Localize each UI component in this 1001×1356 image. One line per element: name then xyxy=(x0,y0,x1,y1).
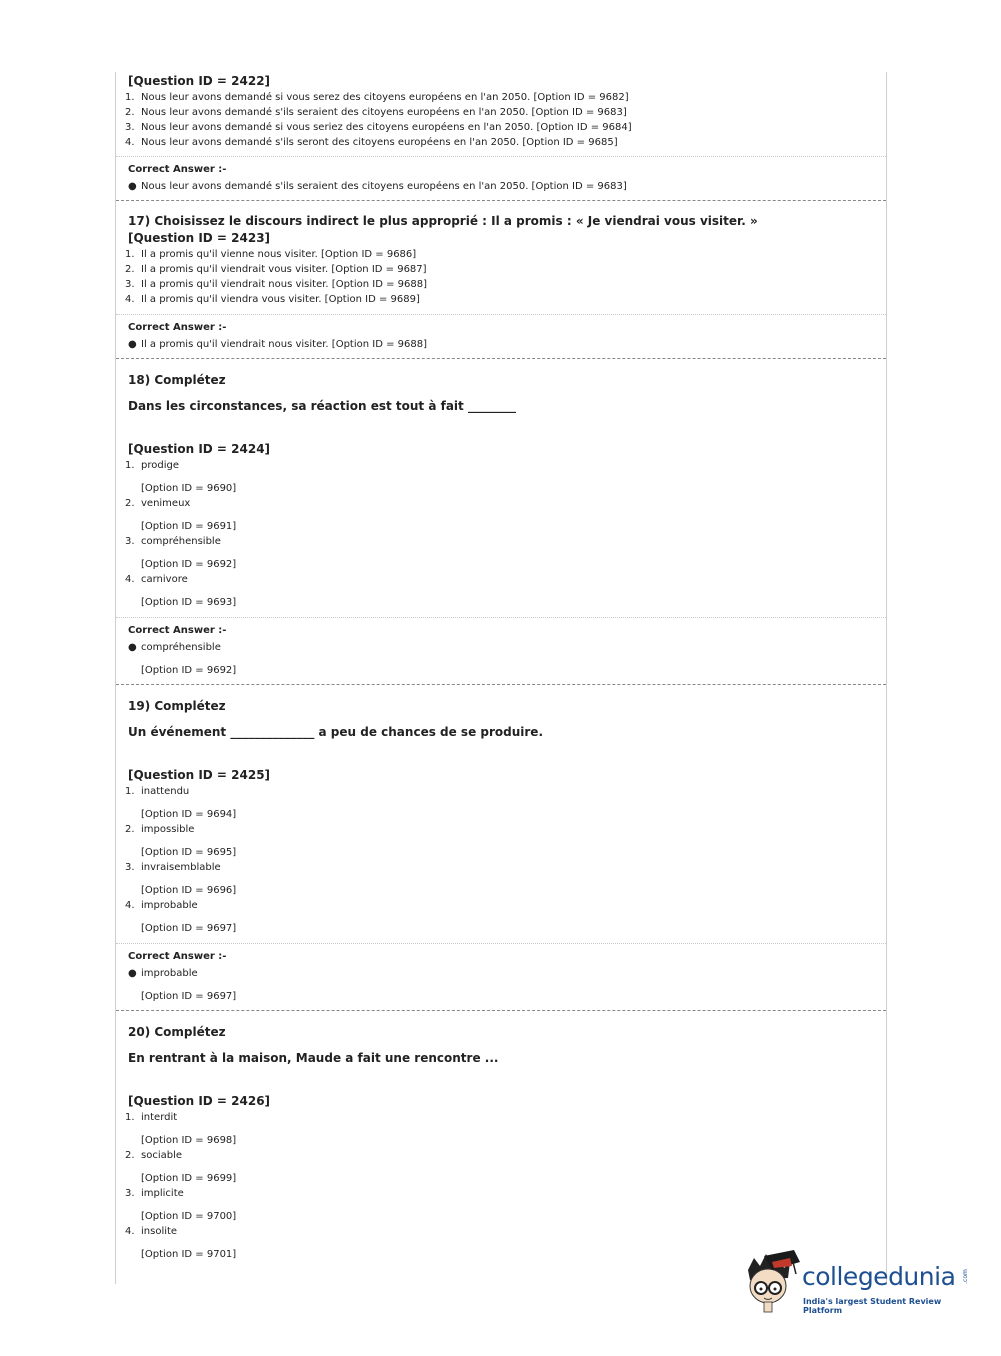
correct-answer: ● compréhensible xyxy=(128,642,221,653)
option-id: [Option ID = 9701] xyxy=(141,1249,237,1260)
correct-answer-label: Correct Answer :- xyxy=(128,322,227,333)
option: 3. Il a promis qu'il viendrait nous visiter. [Option ID = 9688] xyxy=(125,279,427,290)
option: 3. Nous leur avons demandé si vous seriez des citoyens européens en l'an 2050. [Option ID = 9684] xyxy=(125,122,632,133)
correct-answer-label: Correct Answer :- xyxy=(128,951,227,962)
collegedunia-logo xyxy=(742,1248,972,1318)
correct-answer-19 xyxy=(116,944,886,1010)
correct-answer: ● Nous leur avons demandé s'ils seraient des citoyens européens en l'an 2050. [Option ID = 9683] xyxy=(128,181,627,192)
correct-option-id: [Option ID = 9697] xyxy=(141,991,237,1002)
exam-page xyxy=(115,72,887,1284)
correct-answer: ● Il a promis qu'il viendrait nous visiter. [Option ID = 9688] xyxy=(128,339,427,350)
option: 2. Il a promis qu'il viendrait vous visiter. [Option ID = 9687] xyxy=(125,264,427,275)
option: 2. impossible xyxy=(125,824,195,835)
option: 4. improbable xyxy=(125,900,198,911)
correct-option-id: [Option ID = 9692] xyxy=(141,665,237,676)
logo-suffix: .com xyxy=(961,1269,969,1284)
mascot-icon xyxy=(742,1248,802,1318)
correct-answer-label: Correct Answer :- xyxy=(128,164,227,175)
question-title: 19) Complétez xyxy=(128,699,226,713)
question-19 xyxy=(116,685,886,936)
option-id: [Option ID = 9694] xyxy=(141,809,237,820)
option: 4. carnivore xyxy=(125,574,188,585)
option-id: [Option ID = 9693] xyxy=(141,597,237,608)
question-id: [Question ID = 2424] xyxy=(128,442,271,456)
option: 1. interdit xyxy=(125,1112,178,1123)
question-16 xyxy=(116,72,886,150)
option: 4. insolite xyxy=(125,1226,178,1237)
logo-wordmark: collegedunia xyxy=(802,1262,956,1291)
option-id: [Option ID = 9696] xyxy=(141,885,237,896)
question-title: 18) Complétez xyxy=(128,373,226,387)
option: 1. inattendu xyxy=(125,786,190,797)
logo-tagline: India's largest Student Review Platform xyxy=(803,1297,942,1315)
options-list xyxy=(125,247,874,307)
option-id: [Option ID = 9697] xyxy=(141,923,237,934)
options-list xyxy=(125,90,874,150)
options-list xyxy=(125,784,874,936)
option: 3. implicite xyxy=(125,1188,184,1199)
correct-answer-label: Correct Answer :- xyxy=(128,625,227,636)
option-id: [Option ID = 9690] xyxy=(141,483,237,494)
option-id: [Option ID = 9695] xyxy=(141,847,237,858)
question-20 xyxy=(116,1011,886,1262)
option: 1. prodige xyxy=(125,460,179,471)
option-id: [Option ID = 9700] xyxy=(141,1211,237,1222)
question-id: [Question ID = 2425] xyxy=(128,768,271,782)
option-id: [Option ID = 9698] xyxy=(141,1135,237,1146)
option: 4. Nous leur avons demandé s'ils seront des citoyens européens en l'an 2050. [Option ID = 9685] xyxy=(125,137,618,148)
question-title: 17) Choisissez le discours indirect le plus approprié : Il a promis : « Je viendrai vous visiter. » xyxy=(128,214,758,228)
question-id: [Question ID = 2422] xyxy=(128,74,271,88)
option: 2. venimeux xyxy=(125,498,191,509)
question-id: [Question ID = 2426] xyxy=(128,1094,271,1108)
option: 2. sociable xyxy=(125,1150,183,1161)
correct-answer-16 xyxy=(116,157,886,200)
question-id: [Question ID = 2423] xyxy=(128,231,271,245)
correct-answer-17 xyxy=(116,315,886,358)
option-id: [Option ID = 9691] xyxy=(141,521,237,532)
option: 2. Nous leur avons demandé s'ils seraient des citoyens européens en l'an 2050. [Option ID = 9683] xyxy=(125,107,627,118)
question-17 xyxy=(116,201,886,307)
options-list xyxy=(125,458,874,610)
option: 1. Nous leur avons demandé si vous serez des citoyens européens en l'an 2050. [Option ID = 9682] xyxy=(125,92,629,103)
correct-answer-18 xyxy=(116,618,886,684)
option: 4. Il a promis qu'il viendra vous visiter. [Option ID = 9689] xyxy=(125,294,420,305)
option-id: [Option ID = 9692] xyxy=(141,559,237,570)
options-list xyxy=(125,1110,874,1262)
question-18 xyxy=(116,359,886,610)
correct-answer: ● improbable xyxy=(128,968,198,979)
option: 1. Il a promis qu'il vienne nous visiter. [Option ID = 9686] xyxy=(125,249,417,260)
question-stem: En rentrant à la maison, Maude a fait une rencontre ... xyxy=(128,1051,499,1065)
question-stem: Dans les circonstances, sa réaction est tout à fait ________ xyxy=(128,399,516,413)
option: 3. compréhensible xyxy=(125,536,221,547)
option: 3. invraisemblable xyxy=(125,862,221,873)
question-stem: Un événement ______________ a peu de chances de se produire. xyxy=(128,725,544,739)
question-title: 20) Complétez xyxy=(128,1025,226,1039)
option-id: [Option ID = 9699] xyxy=(141,1173,237,1184)
